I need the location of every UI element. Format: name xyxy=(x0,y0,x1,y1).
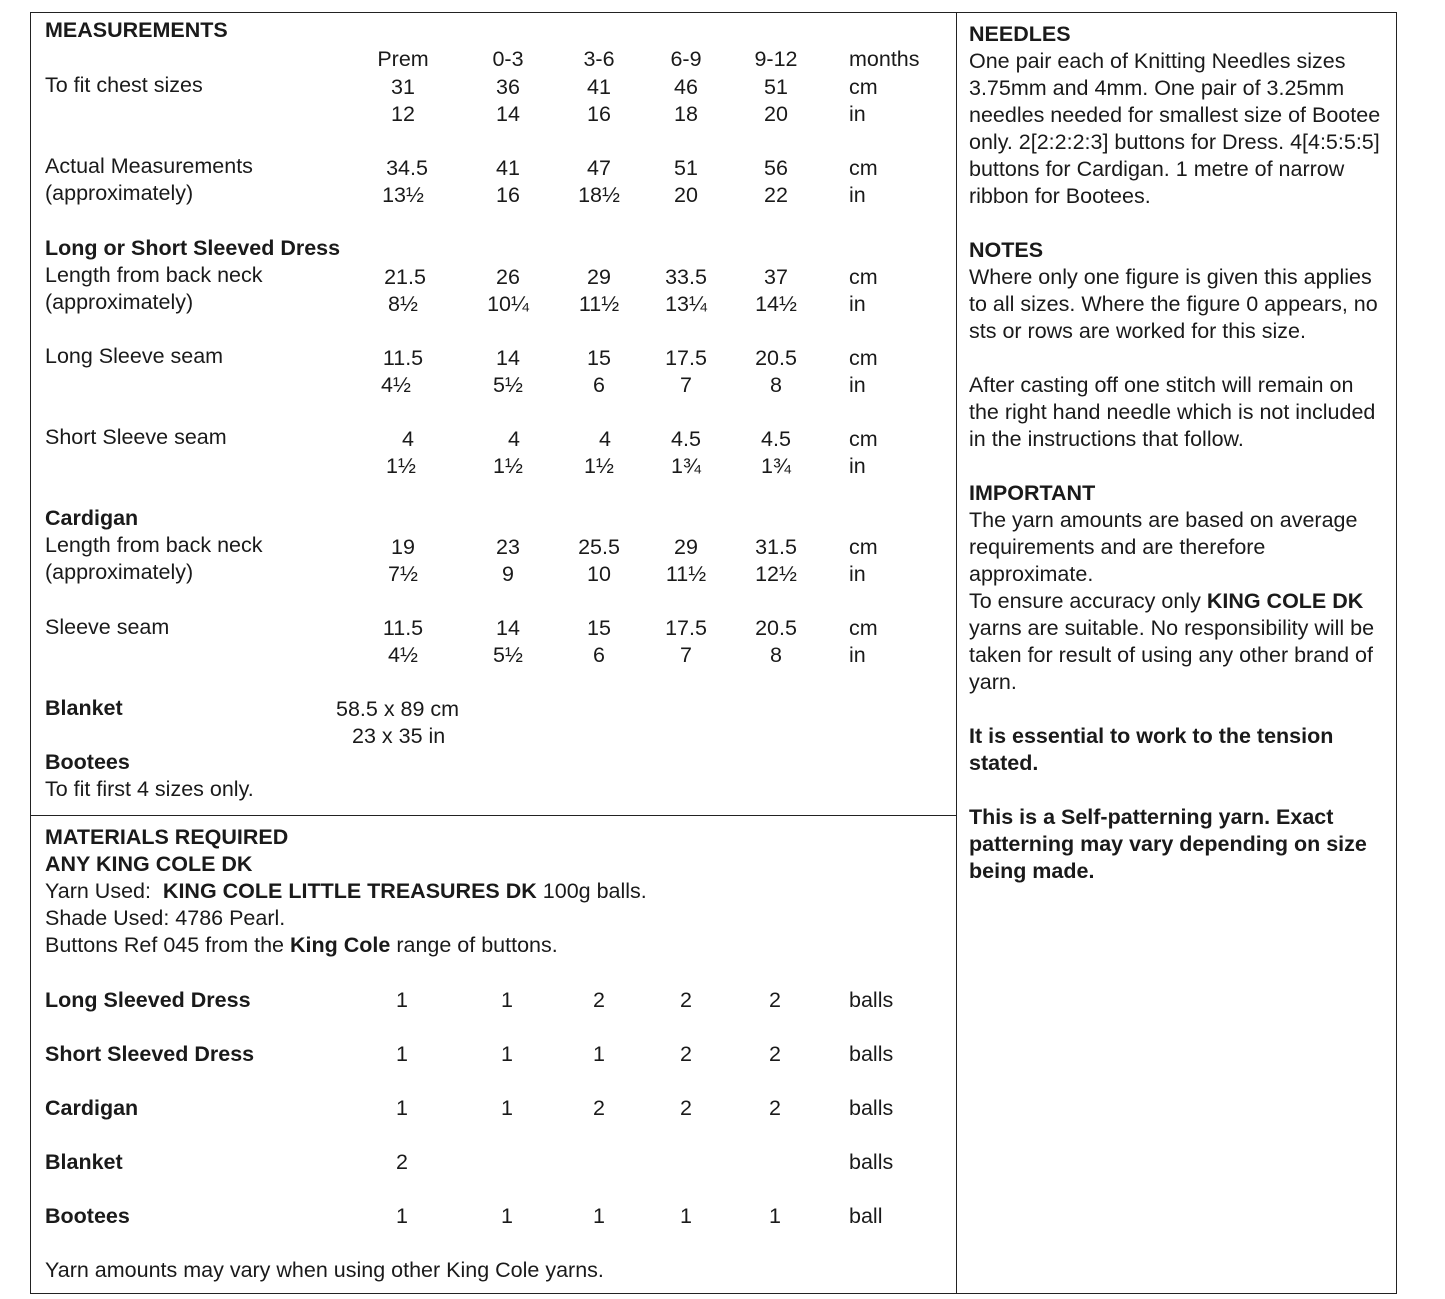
value-cell: 11.5 xyxy=(382,346,424,370)
ball-count: 2 xyxy=(769,1096,781,1120)
value-cell: 4½ xyxy=(381,373,411,397)
value-cell: 8½ xyxy=(388,292,418,316)
value-cell: 14 xyxy=(496,616,520,640)
materials-heading: MATERIALS REQUIRED xyxy=(45,825,289,849)
unit-label: in xyxy=(849,562,866,586)
blanket-label: Blanket xyxy=(45,696,123,720)
ball-count: 1 xyxy=(501,1204,513,1228)
value-cell: 19 xyxy=(391,535,415,559)
ball-count: 1 xyxy=(396,1096,408,1120)
ball-unit: balls xyxy=(849,988,894,1012)
unit-label: cm xyxy=(849,535,878,559)
yarn-row-label: Blanket xyxy=(45,1150,123,1174)
ball-count: 1 xyxy=(396,1204,408,1228)
materials-footer: Yarn amounts may vary when using other King Cole yarns. xyxy=(45,1258,604,1282)
ball-count: 1 xyxy=(680,1204,692,1228)
value-cell: 4 xyxy=(508,427,520,451)
bootees-label: Bootees xyxy=(45,750,130,774)
value-cell: 7 xyxy=(680,373,692,397)
yarn-used-prefix: Yarn Used: xyxy=(45,879,151,903)
value-cell: 31 xyxy=(391,75,415,99)
value-cell: 4.5 xyxy=(671,427,701,451)
needles-text: One pair each of Knitting Needles sizes 3.75mm and 4mm. One pair of 3.25mm needles needed for smallest size of Bootee only. 2[2:2:2:3] buttons for Dress. 4[4:5:5:5] buttons for Cardigan. 1 metre of narrow ribbon for Bootees. xyxy=(969,49,1381,208)
needles-heading: NEEDLES xyxy=(969,22,1071,46)
blanket-cm: 58.5 x 89 cm xyxy=(336,697,460,721)
value-cell: 12 xyxy=(391,102,415,126)
value-cell: 25.5 xyxy=(578,535,620,559)
value-cell: 14 xyxy=(496,346,520,370)
ball-count: 1 xyxy=(396,1042,408,1066)
value-cell: 33.5 xyxy=(665,265,707,289)
value-cell: 56 xyxy=(764,156,788,180)
size-header: Prem xyxy=(377,47,429,71)
cardigan-heading: Cardigan xyxy=(45,506,139,530)
yarn-row-label: Cardigan xyxy=(45,1096,139,1120)
yarn-used-suffix: 100g balls. xyxy=(542,879,647,903)
actual-label-approx: (approximately) xyxy=(45,181,194,205)
months-label: months xyxy=(849,47,920,71)
value-cell: 11.5 xyxy=(382,616,424,640)
size-header: 9-12 xyxy=(754,47,798,71)
dress-length-approx: (approximately) xyxy=(45,290,194,314)
value-cell: 4½ xyxy=(388,643,418,667)
value-cell: 14 xyxy=(496,102,520,126)
notes-heading: NOTES xyxy=(969,238,1044,262)
value-cell: 37 xyxy=(764,265,788,289)
value-cell: 18 xyxy=(674,102,698,126)
unit-label: in xyxy=(849,183,866,207)
value-cell: 20.5 xyxy=(755,346,797,370)
value-cell: 17.5 xyxy=(665,346,707,370)
size-header: 6-9 xyxy=(670,47,702,71)
ball-unit: balls xyxy=(849,1150,894,1174)
notes-text-1: Where only one figure is given this applies to all sizes. Where the figure 0 appears, no sts or rows are worked for this size. xyxy=(969,265,1378,343)
materials-subheading: ANY KING COLE DK xyxy=(45,852,253,876)
sleeve-seam-label: Sleeve seam xyxy=(45,615,170,639)
important-text-2 xyxy=(969,588,1389,696)
value-cell: 6 xyxy=(593,643,605,667)
value-cell: 16 xyxy=(587,102,611,126)
dress-heading: Long or Short Sleeved Dress xyxy=(45,236,341,260)
unit-label: in xyxy=(849,292,866,316)
value-cell: 10 xyxy=(587,562,611,586)
ball-count: 2 xyxy=(680,1096,692,1120)
ball-count: 1 xyxy=(593,1204,605,1228)
yarn-used-line xyxy=(45,878,647,905)
important-heading: IMPORTANT xyxy=(969,481,1096,505)
section-divider xyxy=(30,815,956,816)
value-cell: 13½ xyxy=(382,183,424,207)
value-cell: 11½ xyxy=(578,292,620,316)
value-cell: 34.5 xyxy=(386,156,428,180)
cardigan-length-approx: (approximately) xyxy=(45,560,194,584)
value-cell: 13¼ xyxy=(665,292,707,316)
value-cell: 17.5 xyxy=(665,616,707,640)
value-cell: 9 xyxy=(502,562,514,586)
unit-label: cm xyxy=(849,346,878,370)
ball-count: 2 xyxy=(593,1096,605,1120)
value-cell: 16 xyxy=(496,183,520,207)
value-cell: 15 xyxy=(587,346,611,370)
ball-unit: ball xyxy=(849,1204,883,1228)
value-cell: 8 xyxy=(770,643,782,667)
value-cell: 5½ xyxy=(493,643,523,667)
ball-count: 1 xyxy=(769,1204,781,1228)
ball-count: 1 xyxy=(501,1096,513,1120)
value-cell: 6 xyxy=(593,373,605,397)
value-cell: 51 xyxy=(674,156,698,180)
size-header: 0-3 xyxy=(492,47,524,71)
yarn-row-label: Short Sleeved Dress xyxy=(45,1042,255,1066)
ball-count: 2 xyxy=(769,988,781,1012)
value-cell: 20 xyxy=(764,102,788,126)
value-cell: 41 xyxy=(496,156,520,180)
blanket-in: 23 x 35 in xyxy=(352,724,446,748)
value-cell: 22 xyxy=(764,183,788,207)
value-cell: 1¾ xyxy=(761,454,791,478)
ball-count: 1 xyxy=(501,988,513,1012)
value-cell: 47 xyxy=(587,156,611,180)
value-cell: 11½ xyxy=(665,562,707,586)
important-text-2-prefix: To ensure accuracy only xyxy=(969,589,1201,613)
value-cell: 7½ xyxy=(388,562,418,586)
value-cell: 26 xyxy=(496,265,520,289)
unit-label: in xyxy=(849,373,866,397)
value-cell: 51 xyxy=(764,75,788,99)
value-cell: 36 xyxy=(496,75,520,99)
value-cell: 46 xyxy=(674,75,698,99)
ball-unit: balls xyxy=(849,1042,894,1066)
value-cell: 23 xyxy=(496,535,520,559)
value-cell: 1¾ xyxy=(671,454,701,478)
column-divider xyxy=(956,12,957,1294)
important-text-2-suffix: yarns are suitable. No responsibility will be taken for result of using any other brand of yarn. xyxy=(969,616,1375,694)
value-cell: 7 xyxy=(680,643,692,667)
long-sleeve-label: Long Sleeve seam xyxy=(45,344,224,368)
buttons-suffix: range of buttons. xyxy=(396,933,558,957)
value-cell: 4 xyxy=(599,427,611,451)
self-patterning-note: This is a Self-patterning yarn. Exact patterning may vary depending on size being made. xyxy=(969,805,1367,883)
value-cell: 29 xyxy=(587,265,611,289)
unit-label: cm xyxy=(849,75,878,99)
value-cell: 14½ xyxy=(755,292,797,316)
value-cell: 1½ xyxy=(386,454,416,478)
bootees-note: To fit first 4 sizes only. xyxy=(45,777,254,801)
notes-text-2: After casting off one stitch will remain on the right hand needle which is not included in the instructions that follow. xyxy=(969,373,1376,451)
value-cell: 1½ xyxy=(493,454,523,478)
unit-label: cm xyxy=(849,427,878,451)
important-brand: KING COLE DK xyxy=(1206,589,1364,613)
unit-label: cm xyxy=(849,616,878,640)
value-cell: 8 xyxy=(770,373,782,397)
tension-note: It is essential to work to the tension stated. xyxy=(969,724,1334,775)
value-cell: 4.5 xyxy=(761,427,791,451)
value-cell: 10¼ xyxy=(487,292,529,316)
value-cell: 41 xyxy=(587,75,611,99)
chest-label: To fit chest sizes xyxy=(45,73,203,97)
ball-count: 1 xyxy=(396,988,408,1012)
unit-label: cm xyxy=(849,265,878,289)
measurements-heading: MEASUREMENTS xyxy=(45,18,228,42)
actual-label: Actual Measurements xyxy=(45,154,253,178)
value-cell: 18½ xyxy=(578,183,620,207)
value-cell: 15 xyxy=(587,616,611,640)
unit-label: in xyxy=(849,102,866,126)
unit-label: cm xyxy=(849,156,878,180)
dress-length-label: Length from back neck xyxy=(45,263,263,287)
ball-count: 2 xyxy=(680,988,692,1012)
ball-count: 1 xyxy=(593,1042,605,1066)
buttons-prefix: Buttons Ref 045 from the xyxy=(45,933,285,957)
yarn-row-label: Bootees xyxy=(45,1204,130,1228)
ball-count: 2 xyxy=(396,1150,408,1174)
value-cell: 20.5 xyxy=(755,616,797,640)
value-cell: 21.5 xyxy=(384,265,426,289)
important-text-1: The yarn amounts are based on average requirements and are therefore approximate. xyxy=(969,508,1358,586)
value-cell: 31.5 xyxy=(755,535,797,559)
value-cell: 5½ xyxy=(493,373,523,397)
buttons-line xyxy=(45,932,558,959)
unit-label: in xyxy=(849,454,866,478)
value-cell: 4 xyxy=(402,427,414,451)
unit-label: in xyxy=(849,643,866,667)
ball-count: 2 xyxy=(769,1042,781,1066)
buttons-brand: King Cole xyxy=(290,933,391,957)
value-cell: 20 xyxy=(674,183,698,207)
ball-unit: balls xyxy=(849,1096,894,1120)
ball-count: 2 xyxy=(680,1042,692,1066)
value-cell: 12½ xyxy=(755,562,797,586)
cardigan-length-label: Length from back neck xyxy=(45,533,263,557)
yarn-name: KING COLE LITTLE TREASURES DK xyxy=(162,879,537,903)
yarn-row-label: Long Sleeved Dress xyxy=(45,988,251,1012)
value-cell: 29 xyxy=(674,535,698,559)
value-cell: 1½ xyxy=(584,454,614,478)
short-sleeve-label: Short Sleeve seam xyxy=(45,425,227,449)
size-header: 3-6 xyxy=(583,47,615,71)
ball-count: 1 xyxy=(501,1042,513,1066)
ball-count: 2 xyxy=(593,988,605,1012)
shade-used: Shade Used: 4786 Pearl. xyxy=(45,906,286,930)
